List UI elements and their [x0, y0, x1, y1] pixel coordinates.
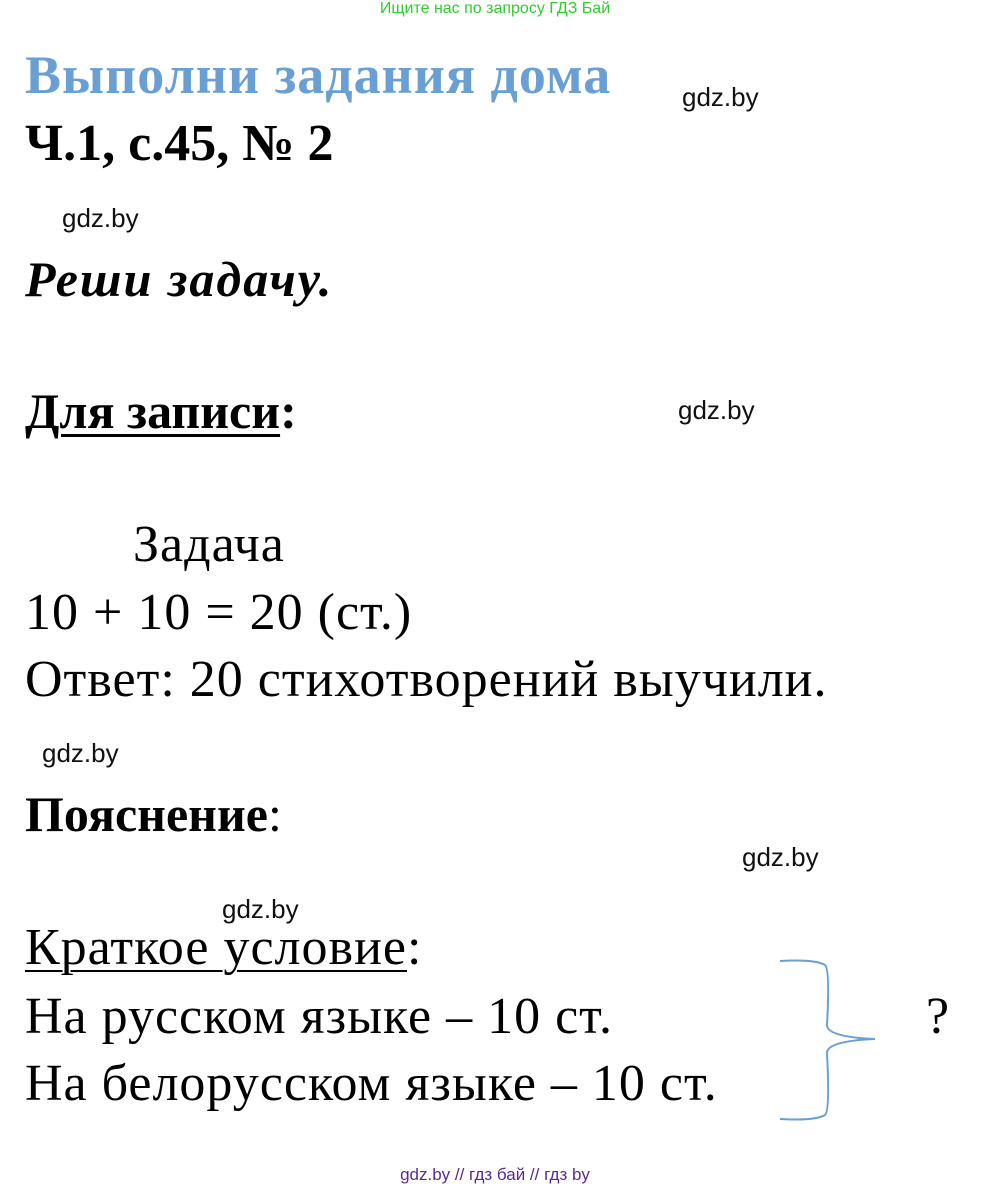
top-banner: Ищите нас по запросу ГДЗ Бай — [379, 0, 611, 17]
curly-brace-icon — [775, 955, 885, 1125]
condition-heading-text: Краткое условие — [25, 919, 407, 976]
condition-line-belarusian: На белорусском языке – 10 ст. — [25, 1055, 718, 1112]
record-heading — [25, 382, 297, 440]
footer-watermark: gdz.by // гдз бай // гдз by — [400, 1165, 590, 1184]
question-mark: ? — [926, 988, 951, 1045]
task-label: Задача — [133, 516, 285, 573]
solution-line: 10 + 10 = 20 (ст.) — [25, 584, 413, 641]
record-heading-text: Для записи — [25, 383, 281, 439]
condition-heading-colon: : — [406, 919, 423, 976]
watermark: gdz.by — [62, 203, 139, 233]
explanation-heading-colon: : — [268, 786, 282, 842]
watermark: gdz.by — [42, 738, 119, 768]
explanation-heading-text: Пояснение — [25, 786, 268, 842]
explanation-heading — [25, 785, 282, 843]
watermark: gdz.by — [682, 82, 759, 112]
task-reference: Ч.1, с.45, № 2 — [25, 115, 334, 172]
condition-heading — [25, 918, 422, 977]
condition-line-russian: На русском языке – 10 ст. — [25, 988, 613, 1045]
instruction: Реши задачу. — [25, 251, 334, 307]
watermark: gdz.by — [222, 894, 299, 924]
page-title: Выполни задания дома — [25, 45, 612, 105]
record-heading-colon: : — [280, 383, 297, 439]
watermark: gdz.by — [678, 395, 755, 425]
watermark: gdz.by — [742, 842, 819, 872]
answer-line: Ответ: 20 стихотворений выучили. — [25, 651, 828, 708]
